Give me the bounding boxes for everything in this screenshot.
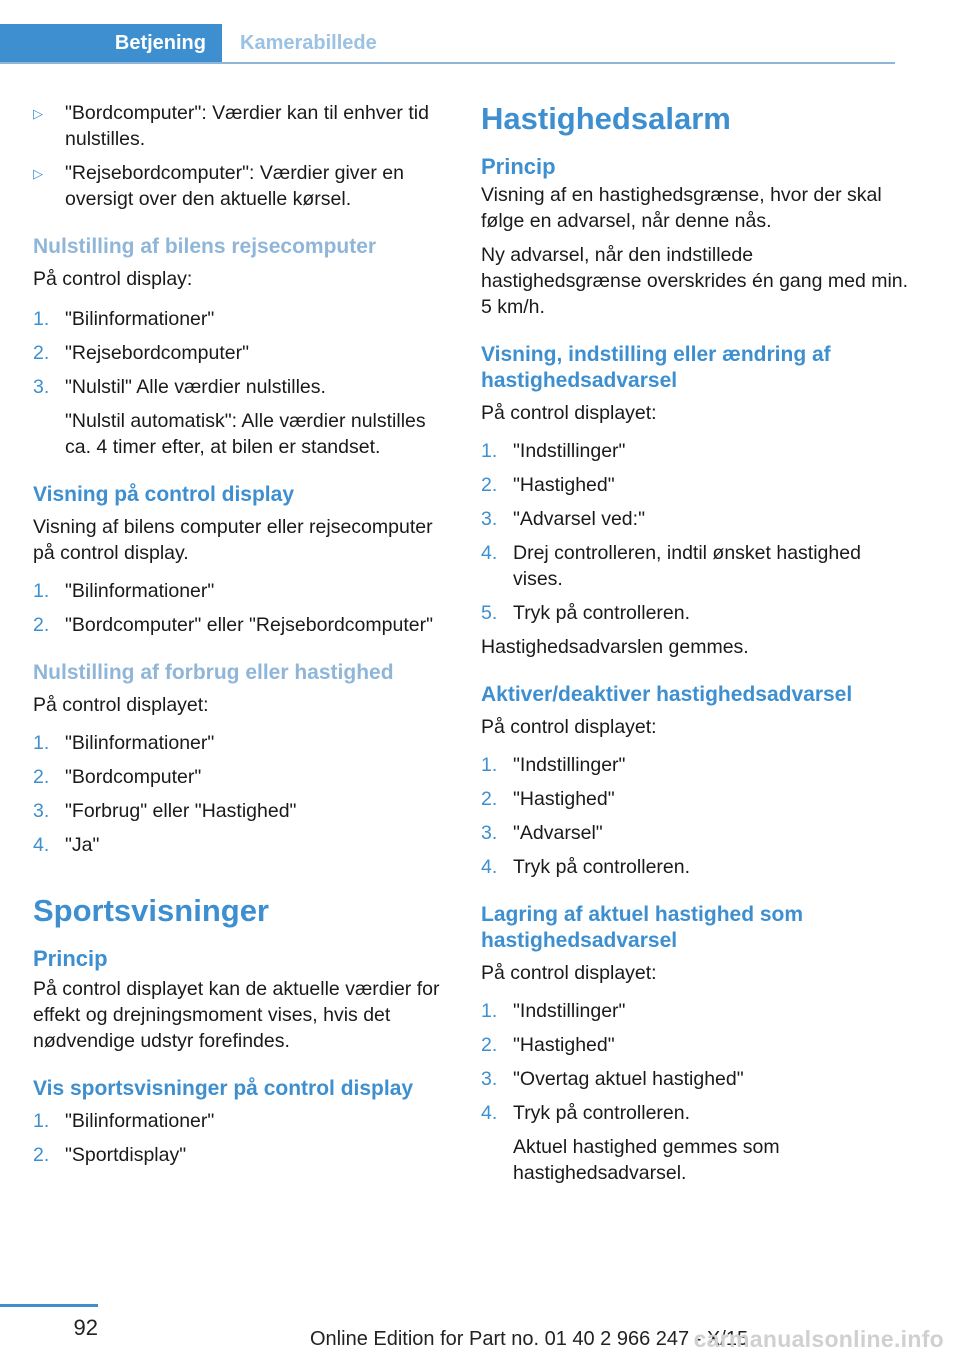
watermark: carmanualsonline.info [693, 1326, 944, 1352]
list-item-note: "Nulstil automatisk": Alle værdier nulstilles ca. 4 timer efter, at bilen er standset. [65, 410, 426, 458]
list-item: 2. "Hastighed" [481, 788, 615, 810]
section-heading: Vis sportsvisninger på control display [33, 1077, 414, 1100]
list-item: 1. "Bilinformationer" [33, 308, 215, 330]
right-column [481, 100, 911, 1186]
page-number: 92 [73, 1315, 98, 1340]
triangle-bullet-icon: ▷ [33, 166, 43, 181]
section-heading: Aktiver/deaktiver hastighedsadvarsel [481, 683, 853, 706]
paragraph: Hastighedsadvarslen gemmes. [481, 636, 749, 658]
paragraph: På control displayet: [33, 694, 209, 716]
list-item: 1. "Bilinformationer" [33, 580, 215, 602]
list-item: 4. Tryk på controlleren. [481, 1102, 691, 1124]
list-item: ▷ "Bordcomputer": Værdier kan til enhver tid nulstilles. [33, 102, 429, 150]
chapter-title: Sportsvisninger [33, 893, 269, 928]
section-heading: Nulstilling af forbrug eller hastighed [33, 661, 394, 684]
list-item: 2. "Rejsebordcomputer" [33, 342, 250, 364]
chapter-title: Hastighedsalarm [481, 101, 731, 136]
paragraph: På control displayet: [481, 716, 657, 738]
paragraph: På control displayet: [481, 402, 657, 424]
footer-rule [0, 1304, 98, 1307]
list-item: 3. "Advarsel" [481, 822, 603, 844]
section-heading: Lagring af aktuel hastighed som hastighedsadvarsel [481, 903, 804, 952]
paragraph: På control display: [33, 268, 193, 290]
list-item: 3. "Forbrug" eller "Hastighed" [33, 800, 297, 822]
left-column [33, 100, 453, 1168]
section-heading: Nulstilling af bilens rejsecomputer [33, 235, 377, 258]
list-item: 3. "Advarsel ved:" [481, 508, 645, 530]
tab-betjening[interactable]: Betjening [0, 24, 222, 62]
list-item: 5. Tryk på controlleren. [481, 602, 691, 624]
list-item: 2. "Hastighed" [481, 1034, 615, 1056]
list-item: 2. "Bordcomputer" eller "Rejsebordcomputer" [33, 614, 434, 636]
paragraph: Visning af bilens computer eller rejsecomputer på control display. [33, 516, 433, 564]
subsection-heading: Princip [481, 154, 556, 179]
paragraph: På control displayet kan de aktuelle værdier for effekt og drejningsmoment vises, hvis det nødvendige udstyr forefindes. [33, 978, 440, 1052]
list-item: 1. "Bilinformationer" [33, 732, 215, 754]
paragraph: Visning af en hastighedsgrænse, hvor der skal følge en advarsel, når denne nås. [481, 184, 882, 232]
list-item: 2. "Sportdisplay" [33, 1144, 187, 1166]
list-item: 1. "Indstillinger" [481, 1000, 626, 1022]
list-item: 3. "Nulstil" Alle værdier nulstilles. [33, 376, 326, 398]
tab-kamerabillede[interactable]: Kamerabillede [240, 31, 377, 54]
list-item-note: Aktuel hastighed gemmes som hastighedsadvarsel. [513, 1136, 780, 1184]
list-item: 4. Tryk på controlleren. [481, 856, 691, 878]
header-bar [0, 24, 895, 64]
subsection-heading: Princip [33, 946, 108, 971]
list-item: 3. "Overtag aktuel hastighed" [481, 1068, 744, 1090]
paragraph: På control displayet: [481, 962, 657, 984]
list-item: 4. "Ja" [33, 834, 100, 856]
list-item: 2. "Bordcomputer" [33, 766, 202, 788]
list-item: 1. "Indstillinger" [481, 440, 626, 462]
section-heading: Visning på control display [33, 483, 294, 506]
list-item: 1. "Indstillinger" [481, 754, 626, 776]
section-heading: Visning, indstilling eller ændring af hastighedsadvarsel [481, 343, 831, 392]
triangle-bullet-icon: ▷ [33, 106, 43, 121]
edition-text: Online Edition for Part no. 01 40 2 966 247 - X/15 [310, 1328, 749, 1350]
list-item: ▷ "Rejsebordcomputer": Værdier giver en oversigt over den aktuelle kørsel. [33, 162, 404, 210]
paragraph: Ny advarsel, når den indstillede hastighedsgrænse overskrides én gang med min. 5 km/h. [481, 244, 909, 318]
list-item: 1. "Bilinformationer" [33, 1110, 215, 1132]
list-item: 2. "Hastighed" [481, 474, 615, 496]
list-item: 4. Drej controlleren, indtil ønsket hastighed vises. [481, 542, 861, 590]
